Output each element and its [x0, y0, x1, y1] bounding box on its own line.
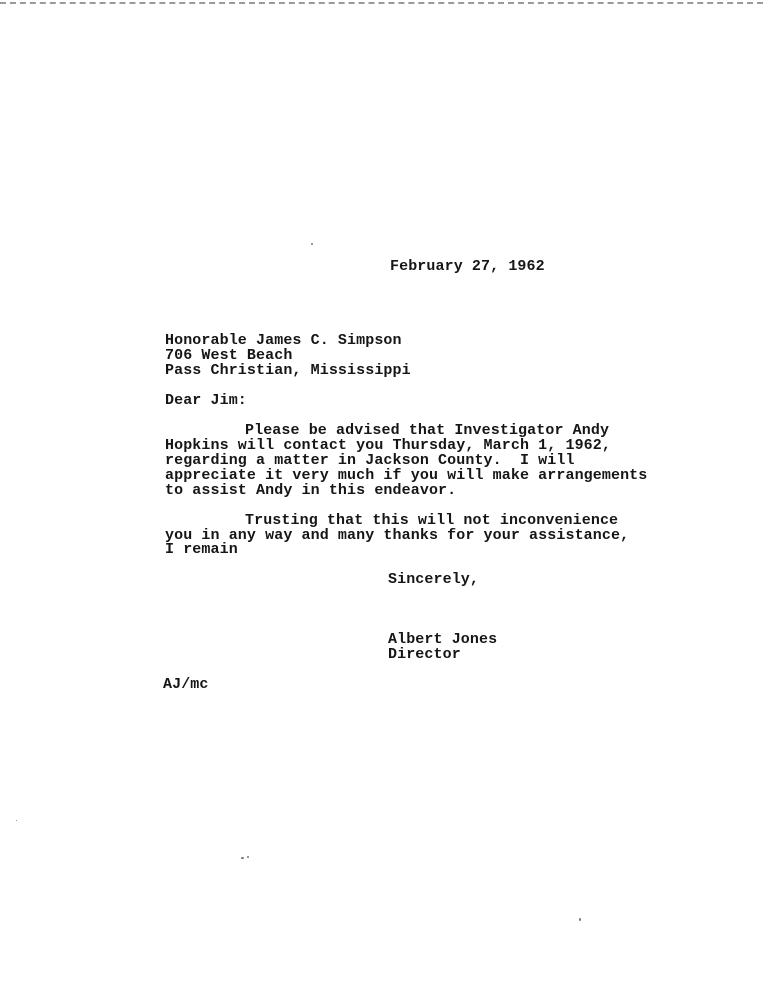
scan-speck	[311, 243, 313, 245]
paragraph1-line: to assist Andy in this endeavor.	[165, 482, 457, 499]
scan-speck	[579, 918, 581, 921]
scan-top-edge	[0, 2, 763, 4]
paragraph2-line: you in any way and many thanks for your assistance,	[165, 527, 630, 544]
paragraph1-line: Please be advised that Investigator Andy	[245, 422, 610, 439]
scan-speck	[241, 857, 244, 859]
closing: Sincerely,	[388, 571, 480, 588]
typist-initials: AJ/mc	[163, 676, 209, 693]
recipient-street: 706 West Beach	[165, 347, 293, 364]
recipient-name: Honorable James C. Simpson	[165, 332, 402, 349]
signer-title: Director	[388, 646, 461, 663]
paragraph2-line: Trusting that this will not inconvenience	[245, 512, 619, 529]
scan-speck	[247, 856, 249, 858]
letter-date: February 27, 1962	[390, 258, 545, 275]
paragraph1-line: regarding a matter in Jackson County. I will	[165, 452, 575, 469]
paragraph1-line: appreciate it very much if you will make arrangements	[165, 467, 648, 484]
paragraph1-line: Hopkins will contact you Thursday, March 1, 1962,	[165, 437, 611, 454]
scan-speck	[16, 820, 17, 821]
paragraph2-line: I remain	[165, 541, 238, 558]
recipient-city: Pass Christian, Mississippi	[165, 362, 411, 379]
salutation: Dear Jim:	[165, 392, 247, 409]
signer-name: Albert Jones	[388, 631, 498, 648]
